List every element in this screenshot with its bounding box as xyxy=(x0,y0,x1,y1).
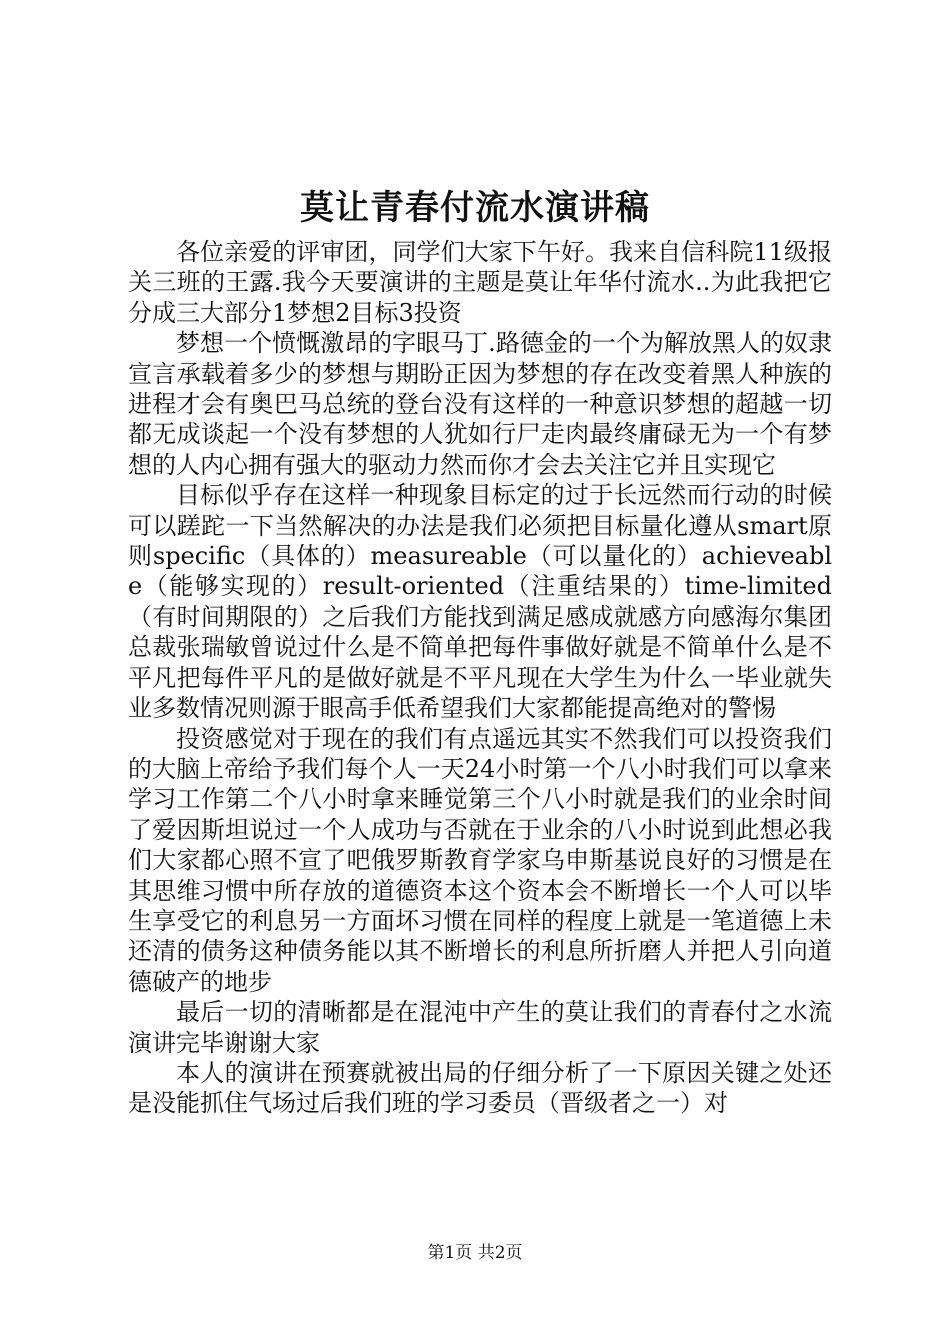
paragraph-intro: 各位亲爱的评审团，同学们大家下午好。我来自信科院11级报关三班的王露.我今天要演讲的主题是莫让年华付流水..为此我把它分成三大部分1梦想2目标3投资 xyxy=(128,238,832,327)
paragraph-dream: 梦想一个愤慨激昂的字眼马丁.路德金的一个为解放黑人的奴隶宣言承载着多少的梦想与期盼正因为梦想的存在改变着黑人种族的进程才会有奥巴马总统的登台没有这样的一种意识梦想的超越一切都无成谈起一个没有梦想的人犹如行尸走肉最终庸碌无为一个有梦想的人内心拥有强大的驱动力然而你才会去关注它并且实现它 xyxy=(128,329,832,479)
paragraph-reflection: 本人的演讲在预赛就被出局的仔细分析了一下原因关键之处还是没能抓住气场过后我们班的学习委员（晋级者之一）对 xyxy=(128,1058,832,1118)
document-body xyxy=(128,237,832,1119)
page-number-footer: 第1页 共2页 xyxy=(427,1243,523,1263)
paragraph-goal: 目标似乎存在这样一种现象目标定的过于长远然而行动的时候可以蹉跎一下当然解决的办法是我们必须把目标量化遵从smart原则specific（具体的）measureable（可以量化的）achieveable（能够实现的）result-oriented（注重结果的）time-limited（有时间期限的）之后我们方能找到满足感成就感方向感海尔集团总裁张瑞敏曾说过什么是不简单把每件事做好就是不简单什么是不平凡把每件平凡的是做好就是不平凡现在大学生为什么一毕业就失业多数情况则源于眼高手低希望我们大家都能提高绝对的警惕 xyxy=(128,481,832,723)
document-title: 莫让青春付流水演讲稿 xyxy=(300,188,650,228)
paragraph-investment: 投资感觉对于现在的我们有点遥远其实不然我们可以投资我们的大脑上帝给予我们每个人一天24小时第一个八小时我们可以拿来学习工作第二个八小时拿来睡觉第三个八小时就是我们的业余时间了爱因斯坦说过一个人成功与否就在于业余的八小时说到此想必我们大家都心照不宣了吧俄罗斯教育学家乌申斯基说良好的习惯是在其思维习惯中所存放的道德资本这个资本会不断增长一个人可以毕生享受它的利息另一方面坏习惯在同样的程度上就是一笔道德上未还清的债务这种债务能以其不断增长的利息所折磨人并把人引向道德破产的地步 xyxy=(128,724,832,996)
paragraph-closing: 最后一切的清晰都是在混沌中产生的莫让我们的青春付之水流演讲完毕谢谢大家 xyxy=(128,998,832,1057)
